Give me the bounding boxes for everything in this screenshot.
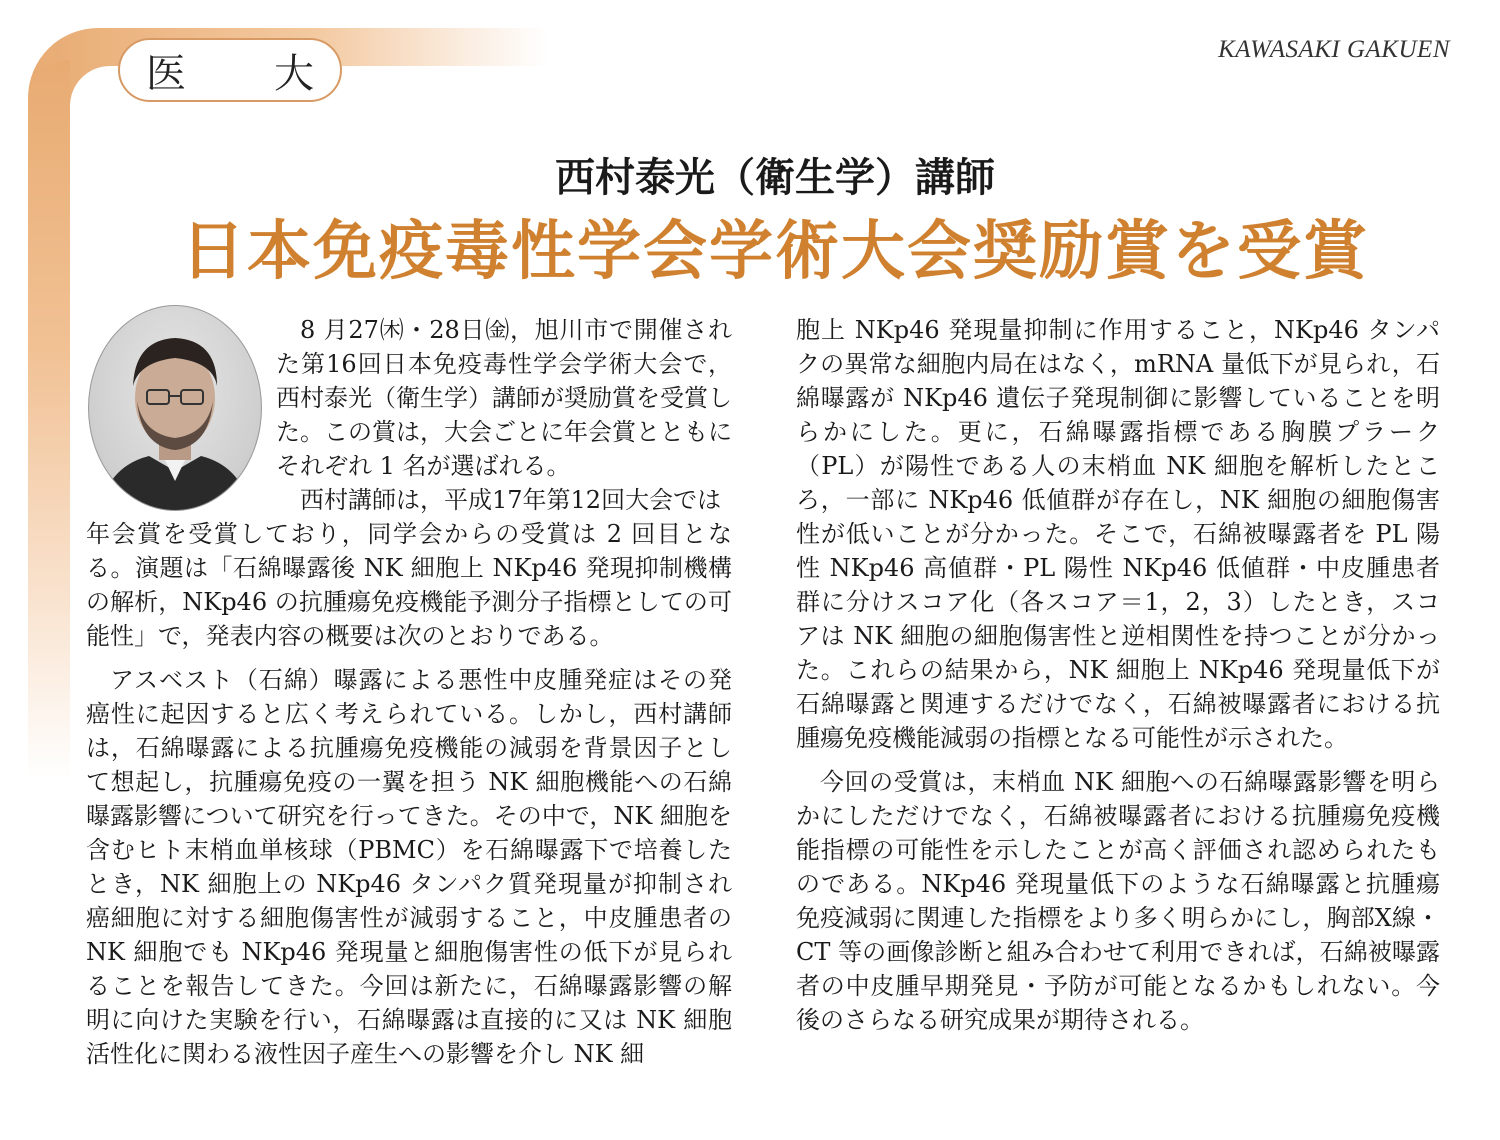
- portrait-photo: [88, 305, 262, 511]
- section-label-char-1: 医: [146, 50, 186, 97]
- portrait-icon: [89, 306, 261, 510]
- article-title: 日本免疫毒性学会学術大会奨励賞を受賞: [181, 214, 1369, 289]
- left-column: [86, 517, 732, 1071]
- paragraph-2-start: 西村講師は，平成17年第12回大会では: [300, 486, 722, 514]
- publication-name: KAWASAKI GAKUEN: [1218, 36, 1450, 63]
- article-subtitle: 西村泰光（衛生学）講師: [555, 155, 995, 201]
- paragraph-2-rest: 年会賞を受賞しており，同学会からの受賞は 2 回目となる。演題は「石綿曝露後 NK 細胞上 NKp46 発現抑制機構の解析，NKp46 の抗腫瘍免疫機能予測分子指標としての可能性」で，発表内容の概要は次のとおりである。: [86, 520, 732, 650]
- section-label-char-2: 大: [274, 50, 314, 97]
- intro-paragraph: 8 月27㈭・28日㈮，旭川市で開催された第16回日本免疫毒性学会学術大会で，西村泰光（衛生学）講師が奨励賞を受賞した。この賞は，大会ごとに年会賞とともにそれぞれ 1 名が選ばれる。: [276, 316, 732, 480]
- paragraph-3: アスベスト（石綿）曝露による悪性中皮腫発症はその発癌性に起因すると広く考えられている。しかし，西村講師は，石綿曝露による抗腫瘍免疫機能の減弱を背景因子として想起し，抗腫瘍免疫の一翼を担う NK 細胞機能への石綿曝露影響について研究を行ってきた。その中で，NK 細胞を含むヒト末梢血単核球（PBMC）を石綿曝露下で培養したとき，NK 細胞上の NKp46 タンパク質発現量が抑制され癌細胞に対する細胞傷害性が減弱すること，中皮腫患者の NK 細胞でも NKp46 発現量と細胞傷害性の低下が見られることを報告してきた。今回は新たに，石綿曝露影響の解明に向けた実験を行い，石綿曝露は直接的に又は NK 細胞活性化に関わる液性因子産生への影響を介し NK 細: [86, 666, 732, 1068]
- paragraph-4: 今回の受賞は，末梢血 NK 細胞への石綿曝露影響を明らかにしただけでなく，石綿被曝露者における抗腫瘍免疫機能指標の可能性を示したことが高く評価され認められたものである。NKp46 発現量低下のような石綿曝露と抗腫瘍免疫減弱に関連した指標をより多く明らかにし，胸部X線・CT 等の画像診断と組み合わせて利用できれば，石綿被曝露者の中皮腫早期発見・予防が可能となるかもしれない。今後のさらなる研究成果が期待される。: [796, 768, 1440, 1034]
- right-column: [796, 313, 1440, 1037]
- intro-column: [276, 313, 732, 517]
- paragraph-3-continued: 胞上 NKp46 発現量抑制に作用すること，NKp46 タンパクの異常な細胞内局在はなく，mRNA 量低下が見られ，石綿曝露が NKp46 遺伝子発現制御に影響していることを明らかにした。更に，石綿曝露指標である胸膜プラーク（PL）が陽性である人の末梢血 NK 細胞を解析したところ，一部に NKp46 低値群が存在し，NK 細胞の細胞傷害性が低いことが分かった。そこで，石綿被曝露者を PL 陽性 NKp46 高値群・PL 陽性 NKp46 低値群・中皮腫患者群に分けスコア化（各スコア＝1，2，3）したとき，スコアは NK 細胞の細胞傷害性と逆相関性を持つことが分かった。これらの結果から，NK 細胞上 NKp46 発現量低下が石綿曝露と関連するだけでなく，石綿被曝露者における抗腫瘍免疫機能減弱の指標となる可能性が示された。: [796, 316, 1440, 752]
- section-label: [118, 38, 342, 102]
